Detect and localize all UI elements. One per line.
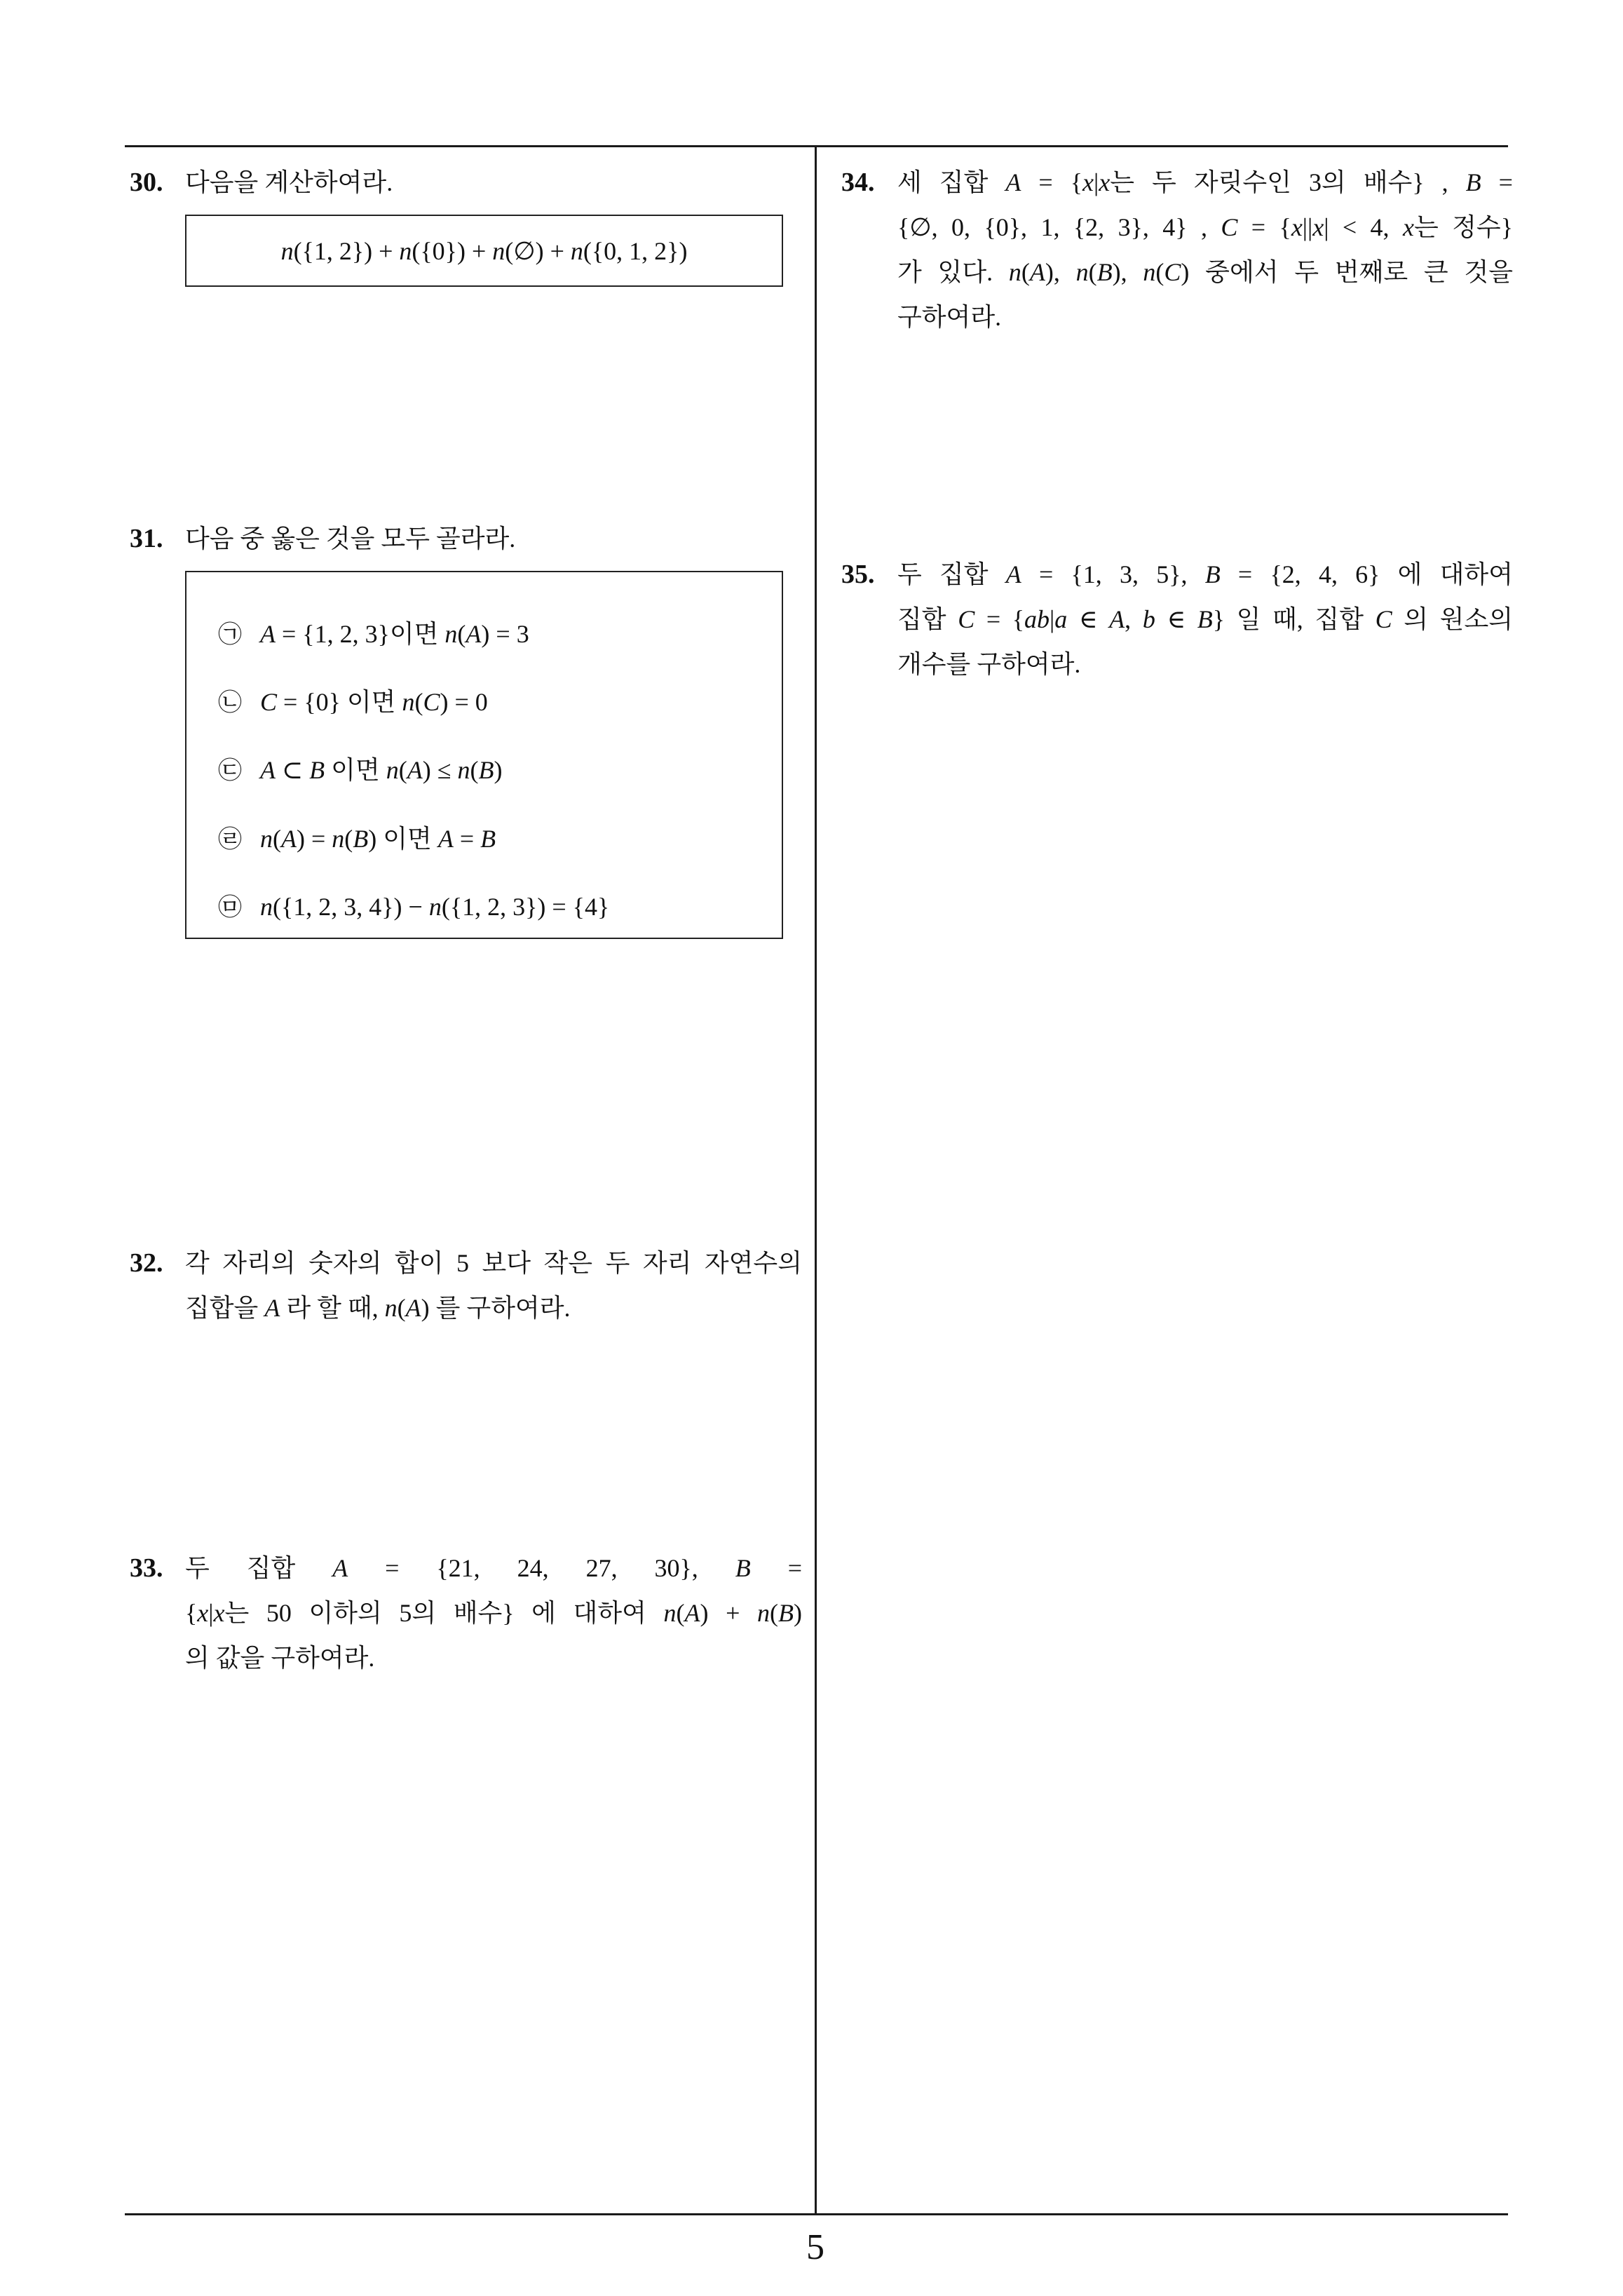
column-divider	[815, 146, 817, 2215]
math-variable: n	[492, 236, 505, 265]
math-variable: n	[399, 236, 412, 265]
problem-line: 세 집합 A = {x|x는 두 자릿수인 3의 배수} , B =	[897, 168, 1513, 196]
math-variable: n	[332, 825, 345, 853]
math-variable: C	[260, 688, 278, 716]
math-variable: B	[480, 825, 496, 853]
math-variable: A	[1005, 560, 1021, 588]
problem-32	[130, 1241, 802, 1330]
problem-text	[185, 516, 802, 561]
math-variable: n	[386, 756, 399, 784]
problem-line: 의 값을 구하여라.	[185, 1644, 375, 1672]
math-variable: x	[1099, 168, 1111, 196]
math-variable: n	[444, 620, 458, 648]
math-variable: B	[1204, 560, 1221, 588]
math-variable: B	[1096, 258, 1113, 286]
problem-line: 개수를 구하여라.	[897, 650, 1081, 678]
problem-31	[130, 516, 802, 561]
math-variable: n	[280, 236, 294, 265]
math-variable: n	[1075, 258, 1089, 286]
problem-number: 31.	[130, 524, 163, 553]
problem-number: 30.	[130, 168, 163, 197]
math-variable: A	[1005, 168, 1021, 196]
math-variable: x	[1082, 168, 1094, 196]
problem-34	[841, 160, 1513, 339]
math-variable: A	[260, 620, 276, 648]
math-variable: A	[281, 825, 297, 853]
math-variable: B	[478, 756, 494, 784]
math-variable: A	[466, 620, 482, 648]
problem-text	[897, 552, 1513, 687]
math-variable: C	[1221, 213, 1238, 241]
math-variable: ab	[1024, 605, 1050, 633]
math-variable: x	[213, 1599, 225, 1627]
choice-item	[218, 680, 488, 724]
problem-33	[130, 1546, 802, 1680]
expression: n({1, 2}) + n({0}) + n(∅) + n({0, 1, 2})	[280, 236, 688, 265]
math-variable: n	[402, 688, 415, 716]
problem-text	[185, 160, 802, 205]
problem-line: 다음 중 옳은 것을 모두 골라라.	[185, 525, 516, 553]
problem-line: 두 집합 A = {1, 3, 5}, B = {2, 4, 6} 에 대하여	[897, 560, 1513, 588]
math-variable: A	[437, 825, 454, 853]
math-variable: A	[1029, 258, 1045, 286]
problem-line: 다음을 계산하여라.	[185, 168, 393, 196]
problem-35	[841, 552, 1513, 687]
choice-marker: ㉠	[218, 621, 242, 649]
math-variable: x	[197, 1599, 209, 1627]
problem-text	[185, 1241, 802, 1330]
math-variable: A	[405, 1294, 421, 1322]
choice-text: n(A) = n(B) 이면 A = B	[260, 825, 496, 853]
math-variable: A	[260, 756, 276, 784]
math-variable: C	[1164, 258, 1181, 286]
math-variable: B	[1465, 168, 1481, 196]
page-number: 5	[806, 2227, 824, 2267]
math-variable: x	[1402, 213, 1414, 241]
choice-text: A = {1, 2, 3}이면 n(A) = 3	[260, 620, 529, 648]
math-variable: n	[663, 1599, 677, 1627]
choice-item	[218, 612, 529, 656]
math-variable: n	[428, 893, 442, 921]
choice-item	[218, 884, 609, 929]
choice-marker: ㉢	[218, 757, 242, 785]
choices-box	[185, 571, 783, 939]
math-variable: A	[264, 1294, 280, 1322]
problem-number: 32.	[130, 1248, 163, 1278]
math-variable: x	[1291, 213, 1303, 241]
math-variable: B	[309, 756, 325, 784]
problem-line: {∅, 0, {0}, 1, {2, 3}, 4} , C = {x||x| < 4, x는 정수}	[897, 213, 1513, 241]
problem-number: 34.	[841, 168, 875, 197]
math-variable: n	[757, 1599, 770, 1627]
math-variable: a	[1054, 605, 1068, 633]
problem-text	[897, 160, 1513, 339]
math-variable: B	[353, 825, 369, 853]
math-variable: b	[1142, 605, 1155, 633]
choice-item	[218, 748, 502, 792]
problem-line: 각 자리의 숫자의 합이 5 보다 작은 두 자리 자연수의	[185, 1249, 802, 1277]
math-variable: A	[407, 756, 423, 784]
choice-item	[218, 816, 496, 861]
problem-number: 35.	[841, 560, 875, 589]
math-variable: n	[570, 236, 583, 265]
math-variable: n	[457, 756, 470, 784]
expression-box	[185, 215, 783, 287]
math-variable: n	[1143, 258, 1156, 286]
choice-marker: ㉤	[218, 893, 242, 921]
problem-text	[185, 1546, 802, 1680]
math-variable: A	[684, 1599, 700, 1627]
math-variable: n	[1008, 258, 1021, 286]
choice-text: A ⊂ B 이면 n(A) ≤ n(B)	[260, 756, 503, 784]
problem-line: 두 집합 A = {21, 24, 27, 30}, B =	[185, 1554, 802, 1582]
choice-marker: ㉣	[218, 825, 242, 853]
math-variable: B	[778, 1599, 794, 1627]
math-variable: A	[332, 1554, 348, 1582]
math-variable: n	[260, 893, 273, 921]
math-variable: C	[958, 605, 975, 633]
problem-line: 집합을 A 라 할 때, n(A) 를 구하여라.	[185, 1294, 571, 1322]
math-variable: C	[1375, 605, 1392, 633]
math-variable: n	[260, 825, 273, 853]
problem-line: 집합 C = {ab|a ∈ A, b ∈ B} 일 때, 집합 C 의 원소의	[897, 605, 1513, 633]
choice-text: n({1, 2, 3, 4}) − n({1, 2, 3}) = {4}	[260, 893, 610, 921]
choice-marker: ㉡	[218, 689, 242, 717]
math-variable: n	[384, 1294, 398, 1322]
problem-number: 33.	[130, 1553, 163, 1583]
math-variable: B	[735, 1554, 751, 1582]
problem-line: {x|x는 50 이하의 5의 배수} 에 대하여 n(A) + n(B)	[185, 1599, 802, 1627]
bottom-rule	[125, 2213, 1508, 2215]
problem-30	[130, 160, 802, 205]
problem-line: 가 있다. n(A), n(B), n(C) 중에서 두 번째로 큰 것을	[897, 258, 1514, 286]
math-variable: x	[1312, 213, 1324, 241]
math-variable: C	[423, 688, 440, 716]
choice-text: C = {0} 이면 n(C) = 0	[260, 688, 488, 716]
problem-line: 구하여라.	[897, 303, 1002, 331]
math-variable: A	[1109, 605, 1125, 633]
math-variable: B	[1197, 605, 1213, 633]
